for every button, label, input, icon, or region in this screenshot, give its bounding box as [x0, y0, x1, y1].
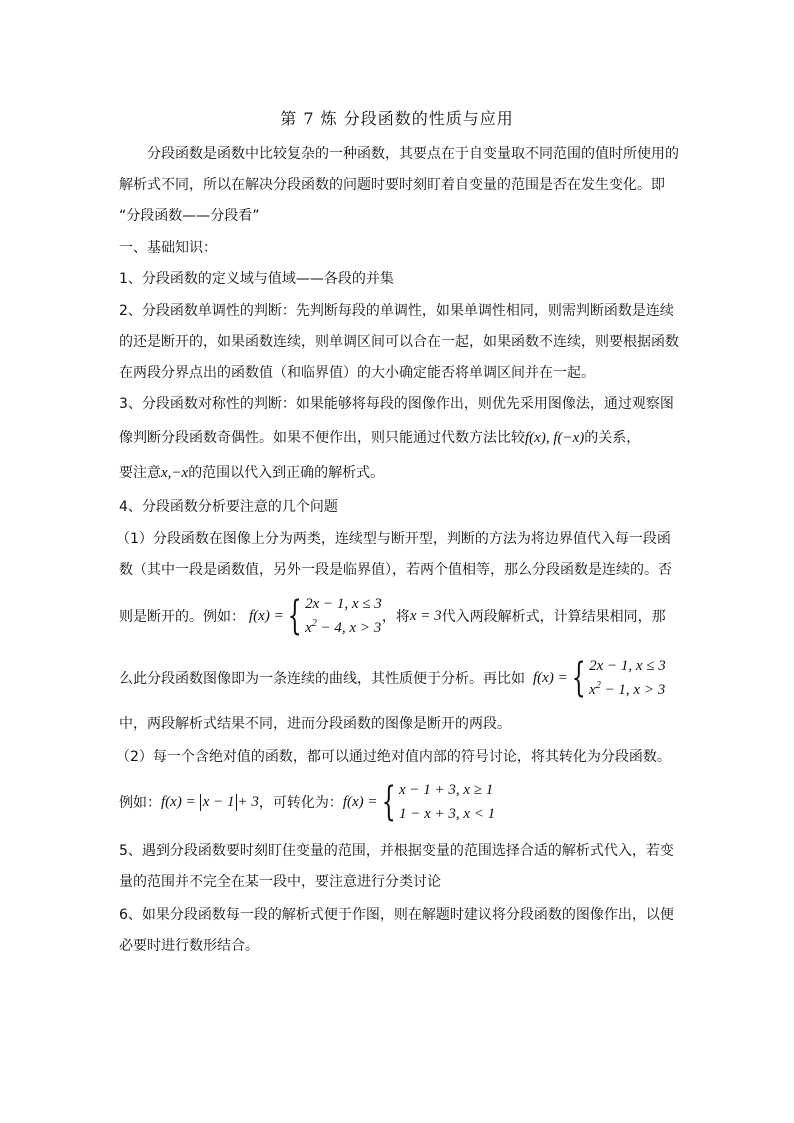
math-expression: x = 3 — [409, 607, 442, 624]
math-expression: x,−x — [161, 465, 189, 481]
paragraph-3-line — [119, 463, 384, 483]
case-2: $x^2 - 1$, x > 3 — [589, 680, 666, 698]
paragraph-3-line — [119, 428, 640, 448]
absolute-value: x − 1 — [200, 794, 238, 811]
piecewise-cases — [589, 654, 666, 702]
paragraph-4-1-example-line — [119, 652, 666, 704]
text: 的关系， — [584, 430, 641, 446]
paragraph-3-line: 3、分段函数对称性的判断：如果能够将每段的图像作出，则优先采用图像法，通过观察图 — [119, 396, 674, 412]
math-lhs: f(x) = — [249, 607, 284, 624]
text: 例如： — [119, 795, 161, 811]
paragraph-2-line: 2、分段函数单调性的判断：先判断每段的单调性，如果单调性相同，则需判断函数是连续 — [119, 303, 674, 319]
text: ，将 — [381, 609, 410, 625]
case-2: $x^2 - 4$, x > 3 — [305, 618, 382, 636]
left-brace-icon: { — [571, 655, 586, 701]
math-lhs: f(x) = — [161, 793, 196, 810]
paragraph-4-1-example-line — [119, 590, 666, 642]
paragraph-4-1-line: 数（其中一段是函数值，另外一段是临界值），若两个值相等，那么分段函数是连续的。否 — [119, 562, 672, 578]
case-1: 2x − 1, x ≤ 3 — [305, 596, 382, 612]
paragraph-2-line: 在两段分界点出的函数值（和临界值）的大小确定能否将单调区间并在一起。 — [119, 365, 595, 381]
paragraph-5-line: 5、遇到分段函数要时刻盯住变量的范围，并根据变量的范围选择合适的解析式代入，若变 — [119, 843, 674, 859]
page-title: 第 7 炼 分段函数的性质与应用 — [280, 109, 514, 128]
text: 则是断开的。例如： — [119, 609, 245, 625]
case-2: 1 − x + 3, x < 1 — [398, 806, 496, 822]
left-brace-icon: { — [287, 593, 302, 639]
piecewise-cases — [399, 778, 495, 826]
math-expression: + 3 — [237, 793, 259, 810]
text: 代入两段解析式，计算结果相同，那 — [441, 609, 666, 625]
case-1: x − 1 + 3, x ≥ 1 — [398, 782, 494, 798]
paragraph-6-line: 必要时进行数形结合。 — [119, 938, 259, 954]
paragraph-5-line: 量的范围并不完全在某一段中，要注意进行分类讨论 — [119, 874, 441, 890]
left-brace-icon: { — [381, 779, 396, 825]
math-lhs: f(x) = — [533, 669, 568, 686]
intro-line: “分段函数——分段看” — [119, 208, 260, 224]
text: ，可转化为： — [258, 795, 343, 811]
text: 的范围以代入到正确的解析式。 — [188, 465, 385, 481]
text: 要注意 — [119, 465, 161, 481]
paragraph-6-line: 6、如果分段函数每一段的解析式便于作图，则在解题时建议将分段函数的图像作出，以便 — [119, 907, 674, 923]
math-expression: f(x), f(−x) — [525, 430, 585, 446]
text: 么此分段函数图像即为一条连续的曲线，其性质便于分析。再比如 — [119, 671, 525, 687]
paragraph-4-2-line: （2）每一个含绝对值的函数，都可以通过绝对值内部的符号讨论，将其转化为分段函数。 — [116, 749, 671, 765]
section-heading: 一、基础知识： — [119, 240, 217, 256]
text: 像判断分段函数奇偶性。如果不便作出，则只能通过代数方法比较 — [119, 430, 525, 446]
piecewise-cases — [305, 592, 382, 640]
paragraph-1: 1、分段函数的定义域与值域——各段的并集 — [119, 271, 394, 287]
paragraph-4-1-line: （1）分段函数在图像上分为两类，连续型与断开型，判断的方法为将边界值代入每一段函 — [116, 531, 671, 547]
paragraph-4-heading: 4、分段函数分析要注意的几个问题 — [119, 499, 338, 515]
paragraph-4-1-line: 中，两段解析式结果不同，进而分段函数的图像是断开的两段。 — [119, 716, 511, 732]
paragraph-2-line: 的还是断开的，如果函数连续，则单调区间可以合在一起，如果函数不连续，则要根据函数 — [119, 334, 679, 350]
case-1: 2x − 1, x ≤ 3 — [589, 658, 666, 674]
math-lhs: f(x) = — [342, 793, 378, 810]
intro-line: 解析式不同，所以在解决分段函数的问题时要时刻盯着自变量的范围是否在发生变化。即 — [119, 177, 665, 193]
intro-line: 分段函数是函数中比较复杂的一种函数，其要点在于自变量取不同范围的值时所使用的 — [147, 146, 679, 162]
paragraph-4-2-example-line — [119, 776, 495, 828]
